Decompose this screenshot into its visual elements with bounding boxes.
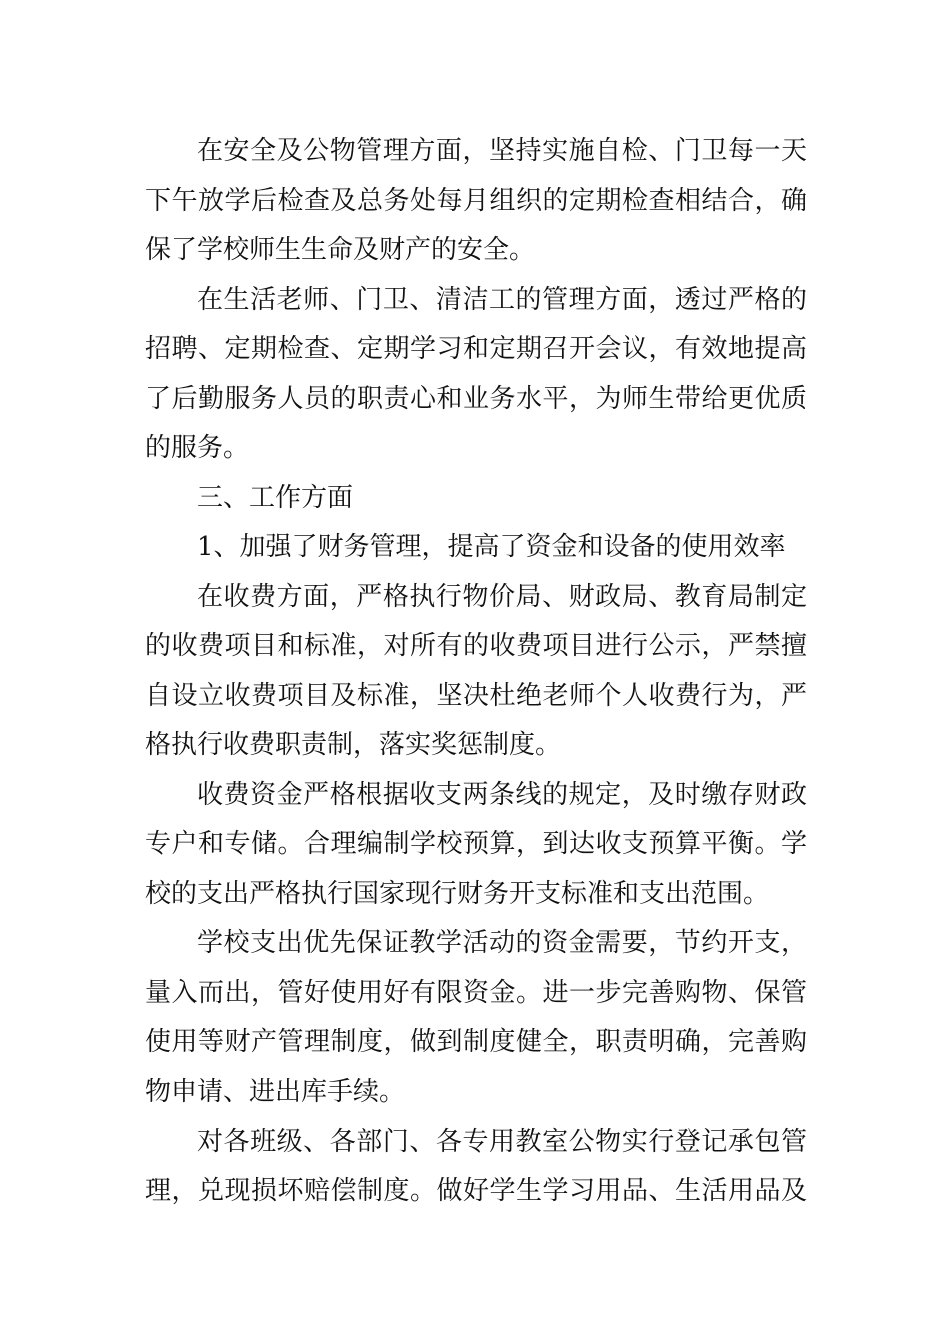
- paragraph-line: 格执行收费职责制，落实奖惩制度。: [145, 730, 562, 760]
- paragraph-line: 学校支出优先保证教学活动的资金需要，节约开支，: [197, 928, 807, 958]
- paragraph-line: 在收费方面，严格执行物价局、财政局、教育局制定: [197, 582, 807, 612]
- paragraph-line: 物申请、进出库手续。: [145, 1077, 406, 1107]
- paragraph-line: 校的支出严格执行国家现行财务开支标准和支出范围。: [145, 879, 770, 909]
- paragraph-line: 自设立收费项目及标准，坚决杜绝老师个人收费行为，严: [145, 681, 807, 711]
- paragraph-line: 使用等财产管理制度，做到制度健全，职责明确，完善购: [145, 1027, 807, 1057]
- paragraph-line: 对各班级、各部门、各专用教室公物实行登记承包管: [197, 1127, 807, 1157]
- paragraph-line: 的收费项目和标准，对所有的收费项目进行公示，严禁擅: [145, 631, 807, 661]
- subsection-heading: 1、加强了财务管理，提高了资金和设备的使用效率: [197, 532, 786, 562]
- section-heading: 三、工作方面: [197, 483, 354, 513]
- paragraph-line: 下午放学后检查及总务处每月组织的定期检查相结合，确: [145, 186, 807, 216]
- paragraph-line: 在安全及公物管理方面，坚持实施自检、门卫每一天: [197, 136, 807, 166]
- paragraph-line: 量入而出，管好使用好有限资金。进一步完善购物、保管: [145, 978, 807, 1008]
- paragraph-line: 保了学校师生生命及财产的安全。: [145, 235, 536, 265]
- paragraph-line: 的服务。: [145, 433, 250, 463]
- paragraph-line: 理，兑现损坏赔偿制度。做好学生学习用品、生活用品及: [145, 1176, 807, 1206]
- paragraph-line: 专户和专储。合理编制学校预算，到达收支预算平衡。学: [145, 829, 807, 859]
- paragraph-line: 招聘、定期检查、定期学习和定期召开会议，有效地提高: [145, 334, 807, 364]
- paragraph-line: 收费资金严格根据收支两条线的规定，及时缴存财政: [197, 780, 807, 810]
- paragraph-line: 了后勤服务人员的职责心和业务水平，为师生带给更优质: [145, 384, 807, 414]
- paragraph-line: 在生活老师、门卫、清洁工的管理方面，透过严格的: [197, 285, 807, 315]
